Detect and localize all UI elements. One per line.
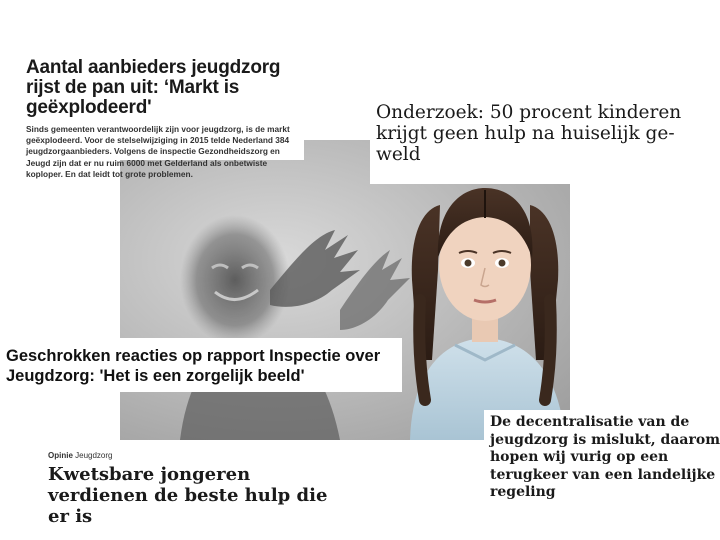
photo-illustration <box>120 140 570 440</box>
headline-line: krijgt geen hulp na huiselijk ge- <box>376 123 675 144</box>
headline-line: Onderzoek: 50 procent kinderen <box>376 102 682 123</box>
headline-line: jeugdzorg is mislukt, daarom <box>490 431 720 448</box>
kicker-label: Opinie <box>48 451 73 460</box>
headline-line: terugkeer van een landelijke <box>490 466 716 483</box>
shadow-figure <box>180 215 410 440</box>
headline-line: hopen wij vurig op een <box>490 449 669 465</box>
clipping-onderzoek-headline <box>376 102 708 165</box>
headline-line: Geschrokken reacties op rapport Inspectie over <box>6 347 381 365</box>
headline-line: weld <box>376 144 421 165</box>
domestic-violence-photo <box>120 140 570 440</box>
clipping-reacties <box>0 338 402 392</box>
clipping-aanbieders <box>22 52 304 179</box>
clipping-reacties-headline <box>6 346 402 386</box>
clipping-onderzoek <box>370 98 712 184</box>
headline-line: verdienen de beste hulp die <box>48 485 328 506</box>
clipping-opinie <box>40 445 330 540</box>
headline-line: regeling <box>490 484 556 500</box>
headline-line: Jeugdzorg: 'Het is een zorgelijk beeld' <box>6 367 305 385</box>
clipping-opinie-kicker <box>48 451 330 460</box>
clipping-aanbieders-headline: Aantal aanbieders jeugdzorg rijst de pan uit: ‘Markt is geëxplodeerd' <box>26 57 281 118</box>
clipping-decentralisatie <box>484 410 720 510</box>
clipping-aanbieders-body: Sinds gemeenten verantwoordelijk zijn voor jeugdzorg, is de markt geëxplodeerd. Voor de stelselwijziging in 2015 telde Nederland 384 jeugdzorgaanbieders. Volgens de inspectie Gezondheidszorg en Jeugd zijn dat er nu ruim 6000 met Gelderland als onbetwiste koploper. En dat leidt tot grote problemen. <box>26 124 290 179</box>
headline-line: Kwetsbare jongeren <box>48 464 251 485</box>
clipping-opinie-headline <box>48 464 330 527</box>
headline-line: De decentralisatie van de <box>490 414 690 430</box>
headline-line: er is <box>48 506 93 527</box>
girl-figure <box>410 188 565 440</box>
clipping-decentralisatie-headline <box>490 414 720 502</box>
kicker-topic: Jeugdzorg <box>75 451 113 460</box>
